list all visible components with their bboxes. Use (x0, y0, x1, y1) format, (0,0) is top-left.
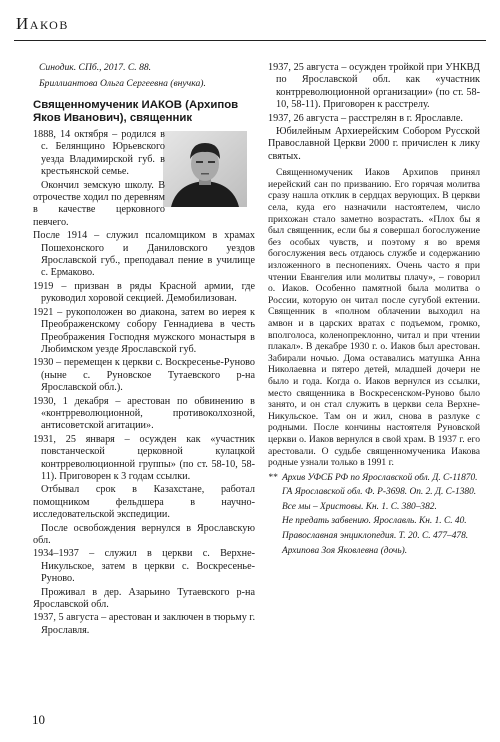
header-rule (14, 40, 486, 41)
running-header (14, 14, 486, 46)
entry-school: Окончил земскую школу. В отрочестве ходил по деревням в качестве церковного певчего. (33, 179, 165, 228)
entry-1930: 1930 – перемещен к церкви с. Воскресенье-Руново (ныне с. Руновское Тутаевского р-на Ярославской обл.). (33, 357, 255, 394)
source-top-1: Синодик. СПб., 2017. С. 88. (39, 62, 152, 73)
biography-title: Священномученик ИАКОВ (Архипов Яков Иванович), священник (33, 99, 239, 124)
portrait-image (163, 131, 247, 207)
entry-1937-aug25: 1937, 25 августа – осужден тройкой при УНКВД по Ярославской обл. как «участник контрреволюционной организации» (по ст. 58-10, 58-11). Приговорен к расстрелу. (268, 62, 480, 111)
source-item: Архипова Зоя Яковлевна (дочь). (282, 545, 408, 556)
entry-birth: 1888, 14 октября – родился в с. Белянщино Юрьевского уезда Владимирской губ. в крестьянской семье. (33, 129, 255, 179)
right-column (268, 62, 480, 560)
entry-1930-dec: 1930, 1 декабря – арестован по обвинению в «контрреволюционной, противоколхозной, антисоветской агитации». (33, 395, 255, 432)
source-item: Не предать забвению. Ярославль. Кн. 1. С. 40. (282, 516, 467, 527)
entry-kazakhstan: Отбывал срок в Казахстане, работал помощником фельдшера в научно-исследовательской экспедиции. (33, 484, 255, 521)
source-item: ГА Ярославской обл. Ф. Р-3698. Оп. 2. Д. С-1380. (282, 487, 477, 498)
source-marker: ** (268, 472, 278, 483)
entry-1937-aug5: 1937, 5 августа – арестован и заключен в тюрьму г. Ярославля. (33, 612, 255, 636)
page-number: 10 (32, 712, 45, 727)
entry-canonization: Юбилейным Архиерейским Собором Русской Православной Церкви 2000 г. причислен к лику святых. (268, 126, 480, 162)
sources-list (268, 473, 480, 558)
source-item: Православная энциклопедия. Т. 20. С. 477–478. (282, 531, 469, 542)
left-column (33, 62, 255, 638)
narrative-text: Священномученик Иаков Архипов принял иерейский сан по призванию. Его горячая молитва сразу нашла отклик в сердцах верующих. В церкви села, куда его назначили настоятелем, число прихожан стало заметно возрастать. «Плох бы я был священник, если бы я совершал богослужение без особых чувств, и поэтому я во время богослужения весь отдаюсь службе и содержанию изложенного в песнопениях. Очень часто я при чтении Евангелия или молитвы плачу», – говорил о. Иаков. Особенно памятной была молитва о России, которую он читал после сугубой ектении. Священник в «полном облачении выходил на амвон и в царских вратах с подъемом, громко, вполголоса, коленопреклонно, читал и при чтении плакал». В декабре 1930 г. о. Иаков был арестован. Забирали ночью. Дома оставались матушка Анна Николаевна и пятеро детей, младшей дочери не было и года. Когда о. Иаков вернулся из ссылки, место священника в Воскресенском-Руново было занято, и он стал служить в церкви села Верхне-Никульское. Там он и жил, снова в разлуке с родными. После кончины настоятеля Руновской церкви о. Иаков вернулся в свой храм. В 1937 г. его арестовали. О судьбе священномученика Иакова родные узнали только в 1991 г. (268, 167, 480, 469)
source-top-2: Бриллиантова Ольга Сергеевна (внучка). (39, 78, 206, 89)
entry-residence: Проживал в дер. Азарьино Тутаевского р-на Ярославской обл. (33, 586, 255, 611)
entry-release: После освобождения вернулся в Ярославскую обл. (33, 522, 255, 546)
entry-1914: После 1914 – служил псаломщиком в храмах Пошехонского и Даниловского уездов Ярославской губ., преподавал пение в училище с. Ермаково. (33, 230, 255, 279)
entry-1921: 1921 – рукоположен во диакона, затем во иерея к Преображенскому собору Геннадиева в честь Преображения Господня мужского монастыря в Любимском уезде Ярославской губ. (33, 306, 255, 355)
source-item: Все мы – Христовы. Кн. 1. С. 380–382. (282, 501, 437, 512)
source-item: ** Архив УФСБ РФ по Ярославской обл. Д. С-11870. (268, 472, 478, 483)
header-title: Иаков (16, 14, 69, 33)
portrait-photo (171, 131, 255, 207)
entry-1937-aug26: 1937, 26 августа – расстрелян в г. Ярославле. (268, 112, 463, 124)
entry-1931: 1931, 25 января – осужден как «участник повстанческой церковной кулацкой контрреволюционной группы» (по ст. 58-10, 58-11). Приговорен к 3 годам ссылки. (33, 433, 255, 482)
entry-1919: 1919 – призван в ряды Красной армии, где руководил хоровой секцией. Демобилизован. (33, 280, 255, 305)
entry-1934: 1934–1937 – служил в церкви с. Верхне-Никульское, затем в церкви с. Воскресенье-Руново. (33, 548, 255, 585)
